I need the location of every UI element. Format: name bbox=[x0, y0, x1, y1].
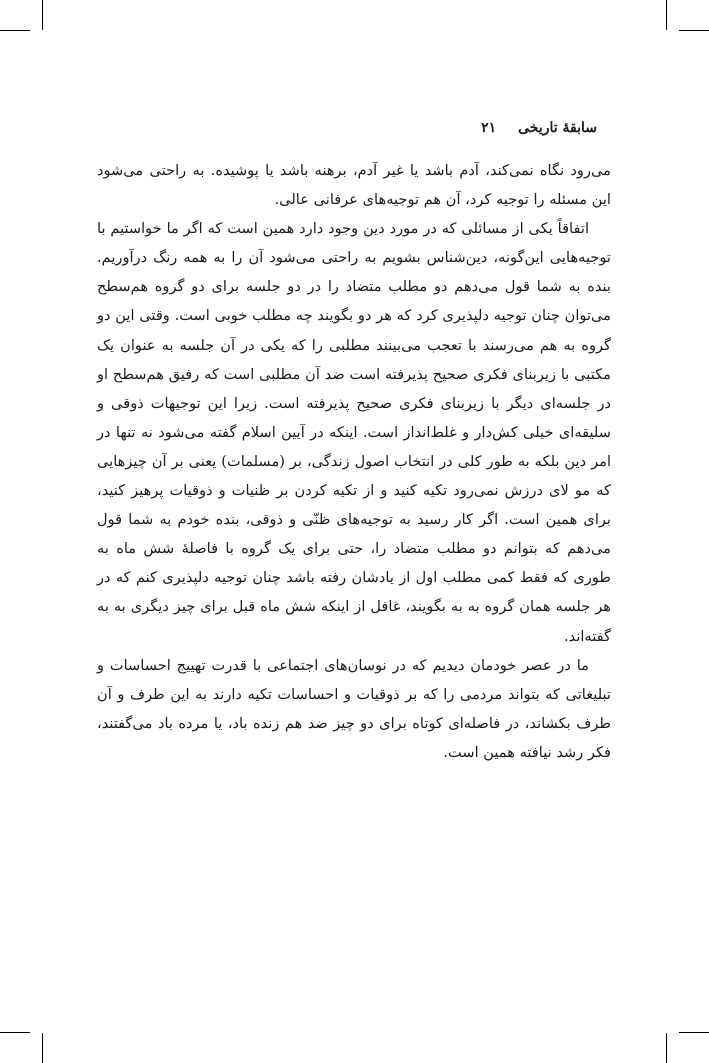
body-text bbox=[97, 156, 611, 767]
running-head bbox=[112, 116, 597, 140]
chapter-title: سابقهٔ تاریخی bbox=[518, 120, 597, 136]
crop-mark-bottom-right bbox=[679, 1032, 709, 1033]
crop-mark-top-right bbox=[679, 30, 709, 31]
paragraph-2: اتفاقاً یکی از مسائلی که در مورد دین وجود دارد همین است که اگر ما خواستیم با توجیه‌هایی این‌گونه، دین‌شناس بشویم به راحتی می‌شود آن را به همه رنگ درآوریم. بنده به شما قول می‌دهم دو مطلب متضاد را در دو جلسه برای دو گروه هم‌سطح می‌توان چنان توجیه دلپذیری کرد که هر دو بگویند چه مطلب خوبی است. وقتی این دو گروه به هم می‌رسند با تعجب می‌بینند مطلبی را که یکی در آن جلسه به عنوان یک مکتبی با زیربنای فکری صحیح پذیرفته است ضد آن مطلبی است که رفیق هم‌سطح او در جلسه‌ای دیگر با زیربنای فکری صحیح پذیرفته است. زیرا این توجیهات ذوقی و سلیقه‌ای خیلی کش‌دار و غلط‌انداز است. اینکه در آیین اسلام گفته می‌شود نه تنها در امر دین بلکه به طور کلی در انتخاب اصول زندگی، بر (مسلمات) یعنی بر آن چیزهایی که مو لای درزش نمی‌رود تکیه کنید و از تکیه کردن بر ظنیات و ذوقیات پرهیز کنید، برای همین است. اگر کار رسید به توجیه‌های ظنّی و ذوقی، بنده خودم به شما قول می‌دهم که بتوانم دو مطلب متضاد را، حتی برای یک گروه با فاصلهٔ شش ماه به طوری که فقط کمی مطلب اول از یادشان رفته باشد چنان توجیه دلپذیری کنم که در هر جلسه همان گروه به به بگویند، غافل از اینکه شش ماه قبل برای چیز دیگری به به گفته‌اند. bbox=[97, 220, 611, 645]
paragraph-3: ما در عصر خودمان دیدیم که در نوسان‌های اجتماعی با قدرت تهییج احساسات و تبلیغاتی که بتواند مردمی را که بر ذوقیات و احساسات تکیه دارند به این طرف و آن طرف بکشاند، در فاصله‌ای کوتاه برای دو چیز ضد هم زنده باد، یا مرده باد می‌گفتند، فکر رشد نیافته همین است. bbox=[97, 656, 611, 761]
crop-mark-bottom-left bbox=[42, 1033, 43, 1063]
crop-mark-top-left bbox=[42, 0, 43, 30]
crop-mark-top-left bbox=[0, 30, 30, 31]
crop-mark-bottom-right bbox=[666, 1033, 667, 1063]
crop-mark-top-right bbox=[666, 0, 667, 30]
crop-mark-bottom-left bbox=[0, 1032, 30, 1033]
page-number: ۲۱ bbox=[481, 120, 497, 136]
paragraph-1: می‌رود نگاه نمی‌کند، آدم باشد یا غیر آدم، برهنه باشد یا پوشیده. به راحتی می‌شود این مسئله را توجیه کرد، آن هم توجیه‌های عرفانی عالی. bbox=[97, 162, 611, 209]
